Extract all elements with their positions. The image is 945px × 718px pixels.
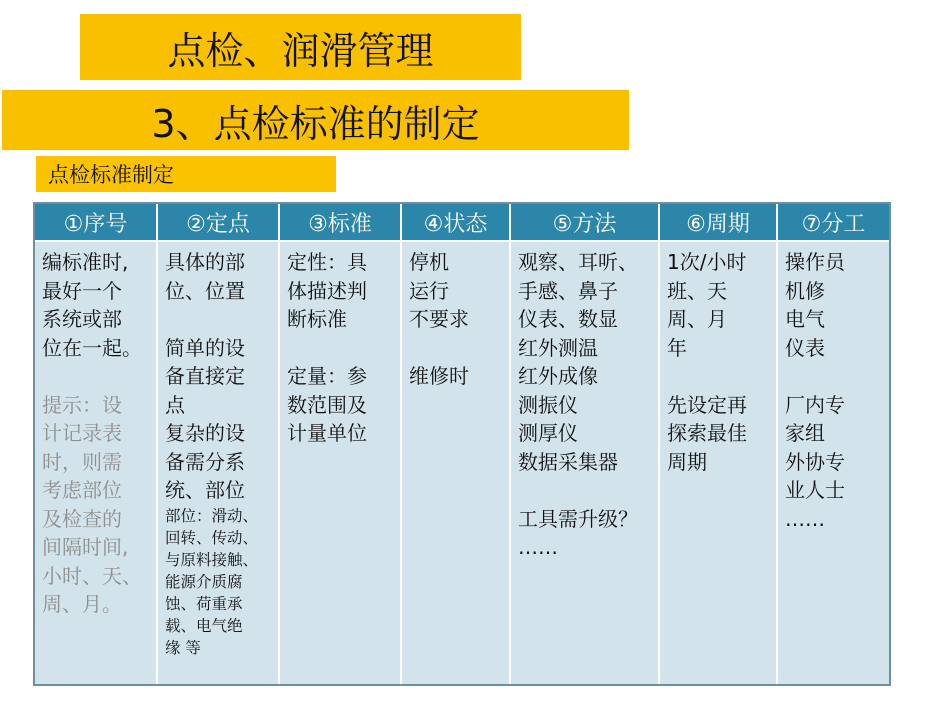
cell-line: 能源介质腐: [165, 572, 243, 591]
cell-line: 运行: [409, 278, 449, 303]
cell-line: 定性：具: [287, 250, 367, 274]
page-title-text: 点检、润滑管理: [167, 28, 434, 73]
cell-line: [785, 362, 884, 391]
column-header: ④状态: [401, 204, 510, 241]
cell-line: 周、月: [667, 307, 727, 331]
cell-line: 体描述判: [287, 278, 367, 303]
cell-line: 测厚仪: [518, 421, 578, 445]
page-title: [80, 14, 521, 80]
cell-line: ……: [785, 506, 825, 531]
cell-line: [518, 476, 653, 505]
cell-line: 系统或部: [42, 307, 122, 331]
cell-line: [287, 334, 395, 363]
cell-line: 不要求: [409, 307, 469, 331]
cell-line: [667, 362, 771, 391]
cell-line: 班、天: [667, 278, 727, 303]
column-header: ②定点: [157, 204, 279, 241]
table-header-row: [35, 204, 889, 241]
cell-line: 回转、传动、: [165, 528, 259, 547]
cell-line: 数范围及: [287, 392, 367, 417]
cell-line: 蚀、荷重承: [165, 594, 243, 613]
cell-line: 载、电气绝: [165, 616, 243, 635]
cell-line: 备直接定: [165, 364, 245, 388]
section-title-text: 3、点检标准的制定: [151, 101, 480, 146]
column-header: ⑤方法: [510, 204, 659, 241]
cell-line: 复杂的设: [165, 421, 245, 445]
table-cell: [279, 241, 401, 684]
cell-line: 维修时: [409, 364, 469, 388]
cell-line: 红外成像: [518, 364, 598, 388]
column-header: ①序号: [35, 204, 157, 241]
cell-line: 探索最佳: [667, 421, 747, 445]
table-cell: [157, 241, 279, 684]
column-header: ⑦分工: [777, 204, 889, 241]
cell-line: 统、部位: [165, 478, 245, 502]
cell-line: 简单的设: [165, 335, 245, 360]
cell-line: 小时、天、: [42, 563, 142, 588]
subtitle-text: 点检标准制定: [48, 163, 174, 187]
subtitle-label: [36, 156, 336, 192]
cell-line: 计量单位: [287, 421, 367, 445]
cell-line: 先设定再: [667, 392, 747, 417]
cell-line: 断标准: [287, 307, 347, 331]
cell-line: 操作员: [785, 250, 845, 274]
cell-line: 计记录表: [42, 421, 122, 445]
cell-line: 年: [667, 335, 687, 360]
cell-line: 外协专: [785, 449, 845, 474]
cell-line: 测振仪: [518, 392, 578, 417]
cell-line: 工具需升级？: [518, 506, 638, 531]
cell-line: [42, 362, 151, 391]
cell-line: 考虑部位: [42, 478, 122, 502]
cell-line: 电气: [785, 307, 825, 331]
cell-line: 停机: [409, 250, 449, 274]
cell-line: 位、位置: [165, 278, 245, 303]
cell-line: 机修: [785, 278, 825, 303]
column-header: ③标准: [279, 204, 401, 241]
table-cell: [659, 241, 777, 684]
cell-line: 及检查的: [42, 506, 122, 531]
cell-line: 具体的部: [165, 250, 245, 274]
cell-line: 手感、鼻子: [518, 278, 618, 303]
cell-line: 定量：参: [287, 364, 367, 388]
cell-line: [165, 305, 273, 334]
cell-line: 与原料接触、: [165, 550, 259, 569]
cell-line: 位在一起。: [42, 335, 142, 360]
cell-line: 仪表、数显: [518, 307, 618, 331]
cell-line: [409, 334, 504, 363]
cell-line: 缘 等: [165, 638, 201, 657]
cell-line: 部位：滑动、: [165, 506, 259, 525]
cell-line: 数据采集器: [518, 449, 618, 474]
section-title: [2, 90, 629, 150]
table-row: [35, 241, 889, 684]
cell-line: 最好一个: [42, 278, 122, 303]
cell-line: 间隔时间,: [42, 535, 129, 559]
cell-line: ……: [518, 535, 558, 559]
cell-line: 业人士: [785, 478, 845, 502]
cell-line: 周、月。: [42, 592, 122, 616]
table-cell: [401, 241, 510, 684]
cell-line: 时，则需: [42, 449, 122, 474]
cell-line: 点: [165, 392, 185, 417]
cell-line: 周期: [667, 449, 707, 474]
cell-line: 家组: [785, 421, 825, 445]
cell-line: 红外测温: [518, 335, 598, 360]
cell-line: 厂内专: [785, 392, 845, 417]
cell-line: 提示：设: [42, 392, 122, 417]
cell-line: 1次/小时: [667, 250, 747, 274]
table-cell: [35, 241, 157, 684]
table-cell: [510, 241, 659, 684]
column-header: ⑥周期: [659, 204, 777, 241]
cell-line: 编标准时,: [42, 250, 129, 274]
cell-line: 备需分系: [165, 449, 245, 474]
cell-line: 仪表: [785, 335, 825, 360]
inspection-standard-table: [33, 202, 891, 686]
cell-line: 观察、耳听、: [518, 250, 638, 274]
table-cell: [777, 241, 889, 684]
